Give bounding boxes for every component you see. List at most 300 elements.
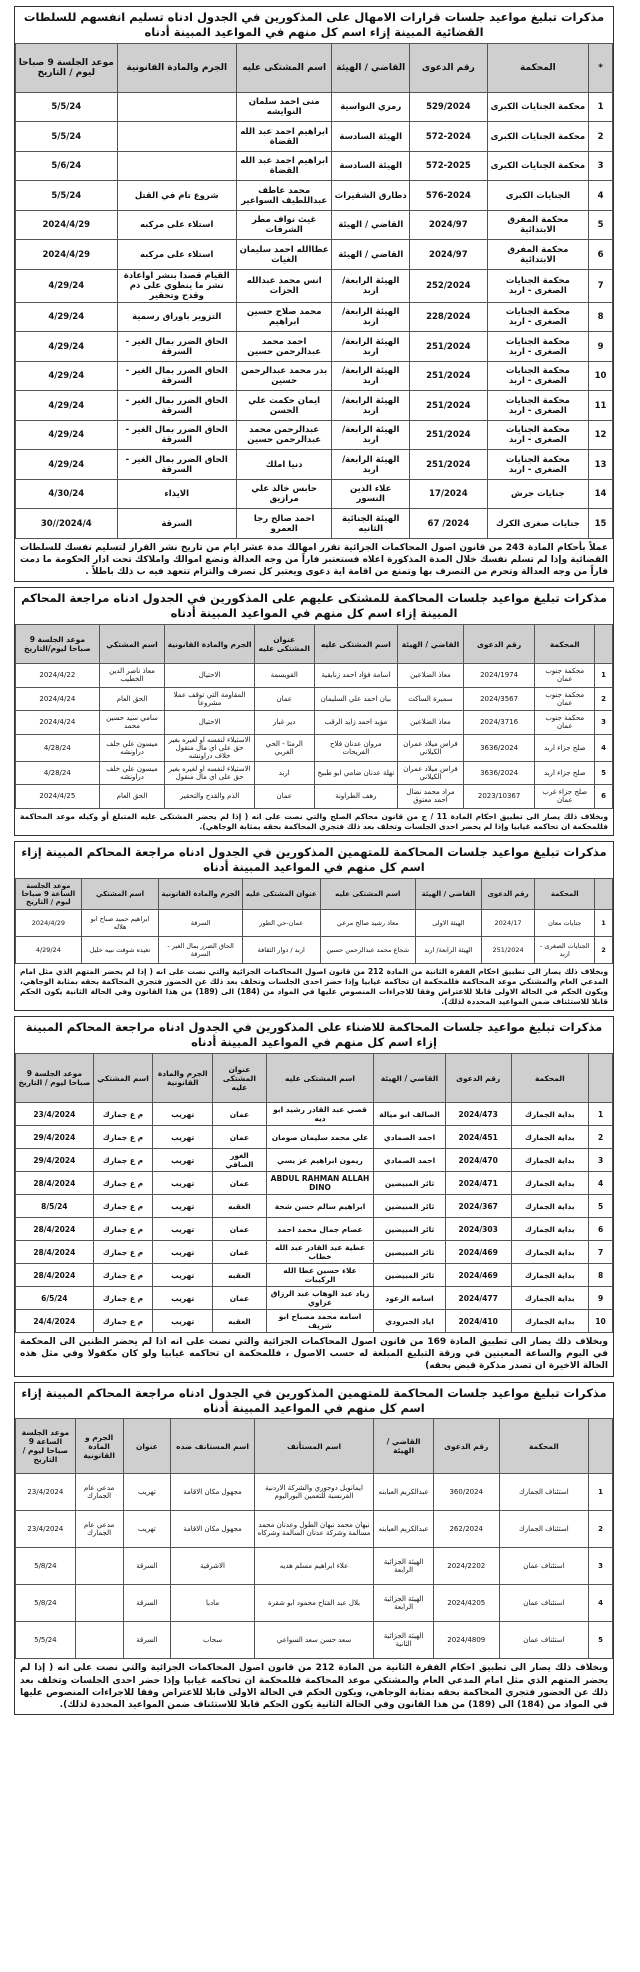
column-header: القاضي / الهيئة	[398, 625, 464, 664]
column-header: رقم الدعوى	[433, 1419, 499, 1474]
table-cell: م ع جمارك	[93, 1241, 153, 1264]
column-header: موعد الجلسة 9 صباحا ليوم/التاريخ	[16, 625, 100, 664]
table-cell	[75, 1548, 123, 1585]
table-cell: الاحتيال	[165, 664, 255, 688]
table-cell: بداية الجمارك	[511, 1310, 589, 1333]
table-cell: اسامة فؤاد احمد زنابقية	[314, 664, 398, 688]
table-cell: مجهول مكان الاقامة	[171, 1511, 255, 1548]
table-cell: 2024/4/29	[16, 909, 82, 936]
row-number: 5	[589, 1622, 613, 1659]
table-cell: 4/29/24	[16, 936, 82, 963]
row-number: 15	[589, 509, 613, 539]
section-accused-trials	[14, 841, 614, 1011]
table-cell: القويسمة	[254, 664, 314, 688]
row-number: 4	[589, 1172, 613, 1195]
row-number: 6	[589, 240, 613, 270]
table-cell: اربد / دوار الثقافة	[242, 936, 320, 963]
table-cell: 5/8/24	[16, 1585, 76, 1622]
column-header	[589, 1419, 613, 1474]
row-number: 1	[589, 1474, 613, 1511]
table-cell: رهف الطراونة	[314, 785, 398, 809]
table-cell: 5/5/24	[16, 92, 118, 122]
table-cell: احمد الصمادي	[374, 1126, 446, 1149]
column-header: المحكمة	[499, 1419, 589, 1474]
column-header: موعد الجلسة 9 صباحا ليوم / التاريخ	[16, 43, 118, 92]
row-number: 5	[595, 761, 613, 785]
table-cell: 251/2024	[410, 332, 488, 362]
table-cell: احمد صالح رجا العمرو	[236, 509, 332, 539]
table-cell: الهيئة الرابعة/ اربد	[332, 269, 410, 302]
table-cell: جنايات معان	[535, 909, 595, 936]
column-header: القاضي / الهيئة	[332, 43, 410, 92]
complainee-table	[15, 624, 613, 809]
table-cell: 2024/4/22	[16, 664, 100, 688]
table-cell: الصالف ابو ميالة	[374, 1103, 446, 1126]
table-cell: استلاء على مركبه	[117, 240, 236, 270]
table-cell: م ع جمارك	[93, 1195, 153, 1218]
column-header: موعد الجلسة 9 صباحا ليوم / التاريخ	[16, 1054, 94, 1103]
table-row	[16, 664, 613, 688]
table-cell: 2024/4205	[433, 1585, 499, 1622]
row-number: 1	[589, 92, 613, 122]
table-cell: 2024/410	[445, 1310, 511, 1333]
table-cell: عصام جمال محمد احمد	[266, 1218, 373, 1241]
table-row	[16, 92, 613, 122]
table-cell: 28/4/2024	[16, 1264, 94, 1287]
table-cell: زياد عبد الوهاب عبد الرزاق عزاوي	[266, 1287, 373, 1310]
row-number: 7	[589, 269, 613, 302]
table-row	[16, 181, 613, 211]
column-header: الجرم والمادة القانونية	[153, 1054, 213, 1103]
table-cell: 251/2024	[410, 391, 488, 421]
table-cell: الجنايات الصغرى - اربد	[535, 936, 595, 963]
column-header: اسم المشتكى عليه	[320, 878, 416, 909]
table-cell: تهريب	[153, 1241, 213, 1264]
column-header: اسم المستانف ضده	[171, 1419, 255, 1474]
table-cell: علاء الدين النسور	[332, 479, 410, 509]
section-title: مذكرات تبليغ مواعيد جلسات المحاكمة للمشتكى عليهم على المذكورين في الجدول ادناه مراجعة المحاكم المبينة إزاء اسم كل منهم في المواعيد المبينة أدناه	[15, 588, 613, 624]
table-cell: 2024/469	[445, 1264, 511, 1287]
table-cell: 6/5/24	[16, 1287, 94, 1310]
table-cell: بدر محمد عبدالرحمن حسين	[236, 361, 332, 391]
table-cell: الاحتيال	[165, 711, 255, 735]
column-header: رقم الدعوى	[410, 43, 488, 92]
column-header: *	[589, 43, 613, 92]
table-cell: انس محمد عبدالله الحزات	[236, 269, 332, 302]
table-cell: 28/4/2024	[16, 1241, 94, 1264]
row-number: 6	[589, 1218, 613, 1241]
table-cell: محكمة الجنايات الصغرى - اربد	[487, 450, 588, 480]
table-cell: 2024/477	[445, 1287, 511, 1310]
table-cell: محمد صلاح حسين ابراهيم	[236, 302, 332, 332]
table-cell: 3636/2024	[463, 734, 535, 761]
row-number: 9	[589, 332, 613, 362]
table-cell: الهيئة الجنائية الثانيه	[332, 509, 410, 539]
column-header: اسم المشتكى عليه	[314, 625, 398, 664]
table-cell: استئناف الجمارك	[499, 1474, 589, 1511]
table-cell: 28/4/2024	[16, 1218, 94, 1241]
section-title: مذكرات تبليغ مواعيد جلسات المحاكمة للاضناء على المذكورين في الجدول ادناه مراجعة المحاكم المبينة إزاء اسم كل منهم في المواعيد المبينة أدناه	[15, 1017, 613, 1053]
table-row	[16, 1511, 613, 1548]
table-row	[16, 509, 613, 539]
table-cell: 29/4/2024	[16, 1126, 94, 1149]
table-cell: دير غبار	[254, 711, 314, 735]
table-cell: السرقة	[123, 1622, 171, 1659]
table-cell: معاذ الضلاعين	[398, 664, 464, 688]
column-header: عنوان المشتكى عليه	[254, 625, 314, 664]
table-cell: فراس ميلاد عمران الكيلاني	[398, 734, 464, 761]
table-cell: استئناف الجمارك	[499, 1511, 589, 1548]
table-cell: 5/5/24	[16, 122, 118, 152]
row-number: 3	[595, 711, 613, 735]
column-header: عنوان	[123, 1419, 171, 1474]
row-number: 6	[595, 785, 613, 809]
table-cell: الايذاء	[117, 479, 236, 509]
table-cell: الاستيلاء لنفسه او لغيره بغير حق على اي مال منقول	[165, 761, 255, 785]
table-cell: الاستيلاء لنفسه او لغيره بغير حق على اي مال منقول خلاف دراونشه	[165, 734, 255, 761]
section-title: مذكرات تبليغ مواعيد جلسات المحاكمة للمتهمين المذكورين في الجدول ادناه مراجعة المحاكم المبينة إزاء اسم كل منهم في المواعيد المبينة أدناه	[15, 842, 613, 878]
row-number: 8	[589, 1264, 613, 1287]
column-header: القاضي / الهيئة	[374, 1419, 434, 1474]
table-cell: حابس خالد علي مرازيق	[236, 479, 332, 509]
table-cell: 24/4/2024	[16, 1310, 94, 1333]
table-cell: اسامه محمد مصباح ابو شريف	[266, 1310, 373, 1333]
table-cell: محكمة الجنايات الصغرى - اربد	[487, 420, 588, 450]
section-title: مذكرات تبليغ مواعيد جلسات قرارات الامهال على المذكورين في الجدول ادناه تسليم انفسهم للسلطات القضائية المبينة إزاء اسم كل منهم في المواعيد المبينة أدناه	[15, 7, 613, 43]
column-header: اسم المستأنف	[254, 1419, 373, 1474]
table-cell: محكمة الجنايات الصغرى - اربد	[487, 302, 588, 332]
table-row	[16, 909, 613, 936]
table-cell: تهريب	[153, 1218, 213, 1241]
table-cell	[75, 1622, 123, 1659]
table-cell: مراد محمد نضال احمد معتوق	[398, 785, 464, 809]
table-cell: 4/29/24	[16, 450, 118, 480]
table-cell: 4/29/24	[16, 302, 118, 332]
table-row	[16, 1195, 613, 1218]
table-cell: 251/2024	[481, 936, 535, 963]
column-header: رقم الدعوى	[481, 878, 535, 909]
row-number: 2	[589, 122, 613, 152]
table-cell: الهيئة الرابعة/ اربد	[332, 332, 410, 362]
table-cell: 529/2024	[410, 92, 488, 122]
table-row	[16, 1622, 613, 1659]
table-cell: تهريب	[153, 1172, 213, 1195]
table-cell: ابراهيم سالم حسن شحة	[266, 1195, 373, 1218]
table-cell: تهريب	[153, 1103, 213, 1126]
table-cell: السرقة	[159, 909, 243, 936]
table-row	[16, 1126, 613, 1149]
table-cell: الحق العام	[99, 687, 165, 711]
table-cell: محمد عاطف عبداللطيف السواعير	[236, 181, 332, 211]
table-cell: الذم والقدح والتحقير	[165, 785, 255, 809]
table-cell: الاشرفية	[171, 1548, 255, 1585]
table-cell: الهيئة الرابعة/ اربد	[332, 391, 410, 421]
table-cell: عمان	[213, 1172, 267, 1195]
table-row	[16, 240, 613, 270]
table-row	[16, 151, 613, 181]
table-cell: احمد محمد عبدالرحمن حسين	[236, 332, 332, 362]
column-header: اسم المشتكى عليه	[266, 1054, 373, 1103]
table-cell: محكمة جنوب عمان	[535, 711, 595, 735]
table-cell: صلح جزاء غرب عمان	[535, 785, 595, 809]
table-cell: تهريب	[123, 1474, 171, 1511]
table-cell: مروان عدنان فلاح الفريحات	[314, 734, 398, 761]
table-header-row	[16, 1419, 613, 1474]
table-cell: شجاع محمد عبدالرحمن حسين	[320, 936, 416, 963]
table-cell: اسامه الرعود	[374, 1287, 446, 1310]
column-header: المحكمة	[487, 43, 588, 92]
table-cell: 2024/3716	[463, 711, 535, 735]
table-cell: استلاء على مركبه	[117, 210, 236, 240]
table-cell: الهيئة الرابعة/ اربد	[332, 302, 410, 332]
table-cell: شروع تام في القتل	[117, 181, 236, 211]
table-cell: 2024/303	[445, 1218, 511, 1241]
table-row	[16, 785, 613, 809]
table-cell: عبدالرحمن محمد عبدالرحمن حسين	[236, 420, 332, 450]
table-cell: بداية الجمارك	[511, 1287, 589, 1310]
table-cell: 360/2024	[433, 1474, 499, 1511]
table-row	[16, 269, 613, 302]
column-header	[595, 878, 613, 909]
table-cell: الجنايات الكبرى	[487, 181, 588, 211]
table-cell: الهيئة الجزائية الرابعة	[374, 1585, 434, 1622]
table-cell: بداية الجمارك	[511, 1149, 589, 1172]
column-header: الجرم والمادة القانونية	[159, 878, 243, 909]
row-number: 8	[589, 302, 613, 332]
row-number: 2	[595, 936, 613, 963]
table-cell: 2024/1974	[463, 664, 535, 688]
table-cell: تهريب	[153, 1195, 213, 1218]
table-cell: 2024/471	[445, 1172, 511, 1195]
column-header: عنوان المشتكى عليه	[213, 1054, 267, 1103]
table-cell: معاذ الضلاعين	[398, 711, 464, 735]
table-header-row	[16, 625, 613, 664]
table-cell: 2024/ 67	[410, 509, 488, 539]
section-title: مذكرات تبليغ مواعيد جلسات المحاكمة للمتهمين المذكورين في الجدول ادناه مراجعة المحاكم المبينة إزاء اسم كل منهم في المواعيد المبينة أدناه	[15, 1383, 613, 1419]
table-cell: بيان احمد علي السليمان	[314, 687, 398, 711]
table-row	[16, 391, 613, 421]
table-cell: الحق العام	[99, 785, 165, 809]
table-cell: السرقة	[123, 1548, 171, 1585]
row-number: 4	[595, 734, 613, 761]
table-cell: منى احمد سلمان النوايشه	[236, 92, 332, 122]
table-cell: سميرة الساكت	[398, 687, 464, 711]
table-row	[16, 450, 613, 480]
table-cell: 4/28/24	[16, 734, 100, 761]
table-cell: الحاق الضرر بمال الغير - السرقة	[117, 361, 236, 391]
table-cell: غيث نواف مطر الشرفات	[236, 210, 332, 240]
row-number: 5	[589, 210, 613, 240]
table-row	[16, 210, 613, 240]
table-cell: مادبا	[171, 1585, 255, 1622]
table-cell: سامي سيد حسين محمد	[99, 711, 165, 735]
table-cell: الهيئة الجزائية الرابعة	[374, 1548, 434, 1585]
table-cell: عمان	[213, 1126, 267, 1149]
column-header: رقم الدعوى	[445, 1054, 511, 1103]
table-cell: الحاق الضرر بمال الغير - السرقة	[117, 420, 236, 450]
table-cell: عمان	[213, 1241, 267, 1264]
section-complainee-trials	[14, 587, 614, 836]
table-cell: 576-2024	[410, 181, 488, 211]
table-cell: 2024/4/24	[16, 687, 100, 711]
table-cell: بداية الجمارك	[511, 1218, 589, 1241]
table-cell: الهيئة الرابعة/ اربد	[332, 361, 410, 391]
section-note: وبخلاف ذلك يصار الى تطبيق احكام الفقرة الثانية من المادة 212 من قانون اصول المحاكمات الجزائية والتي نصت على انه ( إذا لم يحضر المتهم الذي مثل امام المدعي العام والمشتكي موعد المحاكمة فللمحكمة ان تحاكمه غيابيا وإذا حضر احدى الجلسات وتخلف بعد ذلك عن الحضور فتجري المحاكمة بحقه بمثابة الوجاهي، ويكون الحكم في الحالة الاولى قابلا للاعتراض وفقا للاجراءات المنصوص عليها في المواد من (184) الى (189) من هذا القانون وفي الحالة الثانية يكون الحكم قابلا للاستئناف ضمن المواعيد المحددة لذلك).	[20, 1663, 608, 1710]
table-cell: 23/4/2024	[16, 1103, 94, 1126]
row-number: 5	[589, 1195, 613, 1218]
table-cell: علي محمد سليمان صومان	[266, 1126, 373, 1149]
table-cell: استئناف عمان	[499, 1585, 589, 1622]
table-cell: 251/2024	[410, 361, 488, 391]
table-cell: ABDUL RAHMAN ALLAH DINO	[266, 1172, 373, 1195]
column-header: المحكمة	[535, 625, 595, 664]
table-cell: عمان-حي الطور	[242, 909, 320, 936]
appeal-table	[15, 1418, 613, 1659]
table-cell: 23/4/2024	[16, 1511, 76, 1548]
table-cell: ميسون علي خلف دراونشه	[99, 761, 165, 785]
table-cell: 251/2024	[410, 420, 488, 450]
table-row	[16, 420, 613, 450]
row-number: 4	[589, 1585, 613, 1622]
table-cell: السرقة	[117, 509, 236, 539]
table-cell: عمان	[213, 1103, 267, 1126]
table-cell: ميسون علي خلف دراونشه	[99, 734, 165, 761]
table-cell: مدعي عام الجمارك	[75, 1474, 123, 1511]
table-cell: العقبه	[213, 1195, 267, 1218]
table-cell: القيام قصدا بنشر اواعادة نشر ما ينطوي على ذم وقدح وتحقير	[117, 269, 236, 302]
table-cell: 2024/470	[445, 1149, 511, 1172]
table-cell: معاذ رشيد صالح مرعي	[320, 909, 416, 936]
table-cell: الرمثا - الحي الغربي	[254, 734, 314, 761]
table-cell: القاضي / الهيئة	[332, 210, 410, 240]
table-cell: بداية الجمارك	[511, 1241, 589, 1264]
row-number: 7	[589, 1241, 613, 1264]
table-row	[16, 1474, 613, 1511]
column-header: اسم المشتكى عليه	[236, 43, 332, 92]
table-cell: العقبه	[213, 1264, 267, 1287]
table-cell: 2024/2202	[433, 1548, 499, 1585]
table-cell: الحاق الضرر بمال الغير - السرقة	[159, 936, 243, 963]
table-cell: 2024/451	[445, 1126, 511, 1149]
table-row	[16, 332, 613, 362]
table-cell: م ع جمارك	[93, 1264, 153, 1287]
table-cell: السرقة	[123, 1585, 171, 1622]
column-header: المحكمة	[511, 1054, 589, 1103]
table-cell: محكمة الجنايات الكبرى	[487, 122, 588, 152]
table-cell: اربد	[254, 761, 314, 785]
table-cell: محكمة جنوب عمان	[535, 664, 595, 688]
section-appeal-trials	[14, 1382, 614, 1715]
row-number: 10	[589, 1310, 613, 1333]
table-cell: محكمة الجنايات الصغرى - اربد	[487, 269, 588, 302]
table-cell: عبدالكريم العبابنه	[374, 1511, 434, 1548]
table-cell: محكمة الجنايات الصغرى - اربد	[487, 391, 588, 421]
row-number: 13	[589, 450, 613, 480]
table-cell: ثائر المبيضين	[374, 1241, 446, 1264]
table-cell: م ع جمارك	[93, 1287, 153, 1310]
table-cell: محكمة المفرق الابتدائية	[487, 240, 588, 270]
table-cell: 2024/4//30	[16, 509, 118, 539]
table-header-row	[16, 43, 613, 92]
table-cell: 2024/17	[481, 909, 535, 936]
table-cell: بداية الجمارك	[511, 1103, 589, 1126]
table-cell: 2024/367	[445, 1195, 511, 1218]
table-cell: 572-2025	[410, 151, 488, 181]
table-cell: عطية عبد القادر عبد الله خطاب	[266, 1241, 373, 1264]
table-cell: 8/5/24	[16, 1195, 94, 1218]
table-cell: 2024/4809	[433, 1622, 499, 1659]
table-cell: محكمة الجنايات الصغرى - اربد	[487, 332, 588, 362]
table-cell	[75, 1585, 123, 1622]
table-cell: ثائر المبيضين	[374, 1218, 446, 1241]
table-cell: بداية الجمارك	[511, 1195, 589, 1218]
section-note: وبخلاف ذلك يصار الى تطبيق احكام الفقرة الثانية من المادة 212 من قانون اصول المحاكمات الجزائية والتي نصت على انه ( إذا لم يحضر المتهم الذي مثل امام المدعي العام والمشتكي موعد المحاكمة فللمحكمة ان تحاكمه غيابيا وإذا حضر احدى الجلسات وتخلف بعد ذلك عن الحضور فتجري المحاكمة بحقه بمثابة الوجاهي، ويكون الحكم في الحالة الاولى قابلا للاعتراض وفقا للاجراءات المنصوص عليها في المواد من (184) الى (189) من هذا القانون وفي الحالة الثانية يكون الحكم قابلا للاستئناف ضمن المواعيد المحددة لذلك).	[20, 966, 608, 1007]
accused-table	[15, 878, 613, 964]
table-cell: تهريب	[153, 1310, 213, 1333]
table-cell: 2024/473	[445, 1103, 511, 1126]
table-cell: 2024/3567	[463, 687, 535, 711]
table-cell: المقاومة التي توقف عملا مشروعا	[165, 687, 255, 711]
row-number: 10	[589, 361, 613, 391]
table-row	[16, 1264, 613, 1287]
table-cell: عطاالله احمد سليمان الغيات	[236, 240, 332, 270]
table-cell: عمان	[254, 785, 314, 809]
table-cell: صلح جزاء اربد	[535, 734, 595, 761]
table-cell: تهريب	[153, 1264, 213, 1287]
column-header: اسم المشتكي	[81, 878, 159, 909]
notices-page	[14, 6, 614, 1956]
table-cell: رمزي النواسية	[332, 92, 410, 122]
row-number: 3	[589, 151, 613, 181]
table-cell: دطارق الشقيرات	[332, 181, 410, 211]
table-cell: مجهول مكان الاقامة	[171, 1474, 255, 1511]
table-cell: محكمة الجنايات الصغرى - اربد	[487, 361, 588, 391]
table-cell: 28/4/2024	[16, 1172, 94, 1195]
table-row	[16, 734, 613, 761]
table-cell: اياد الجبرودي	[374, 1310, 446, 1333]
column-header: المحكمة	[535, 878, 595, 909]
column-header: موعد الجلسة الساعة 9 صباحا ليوم / التاريخ	[16, 1419, 76, 1474]
column-header: القاضي / الهيئة	[416, 878, 482, 909]
column-header: القاضي / الهيئة	[374, 1054, 446, 1103]
column-header: اسم المشتكي	[99, 625, 165, 664]
table-cell: تهريب	[153, 1149, 213, 1172]
section-defendant-trials	[14, 1016, 614, 1376]
table-row	[16, 302, 613, 332]
table-cell: 228/2024	[410, 302, 488, 332]
table-cell: ايمان حكمت علي الحسن	[236, 391, 332, 421]
table-cell: الهيئة السادسة	[332, 151, 410, 181]
table-cell: فراس ميلاد عمران الكيلاني	[398, 761, 464, 785]
table-cell: 2024/4/29	[16, 210, 118, 240]
table-cell: الهيئة الجزائية الثانية	[374, 1622, 434, 1659]
table-header-row	[16, 1054, 613, 1103]
table-cell: 23/4/2024	[16, 1474, 76, 1511]
table-cell: ابراهيم احمد عبد الله القضاة	[236, 151, 332, 181]
table-cell: الحاق الضرر بمال الغير - السرقة	[117, 332, 236, 362]
table-cell: الحاق الضرر بمال الغير - السرقة	[117, 391, 236, 421]
table-row	[16, 1585, 613, 1622]
table-cell: القاضي / الهيئة	[332, 240, 410, 270]
table-cell: سحاب	[171, 1622, 255, 1659]
table-cell: احمد الصمادي	[374, 1149, 446, 1172]
table-cell: 4/30/24	[16, 479, 118, 509]
table-cell	[117, 151, 236, 181]
table-cell: ثائر المبيضين	[374, 1195, 446, 1218]
table-cell: استئناف عمان	[499, 1622, 589, 1659]
table-cell: بلال عبد الفتاح محمود ابو شقرة	[254, 1585, 373, 1622]
table-cell: 252/2024	[410, 269, 488, 302]
